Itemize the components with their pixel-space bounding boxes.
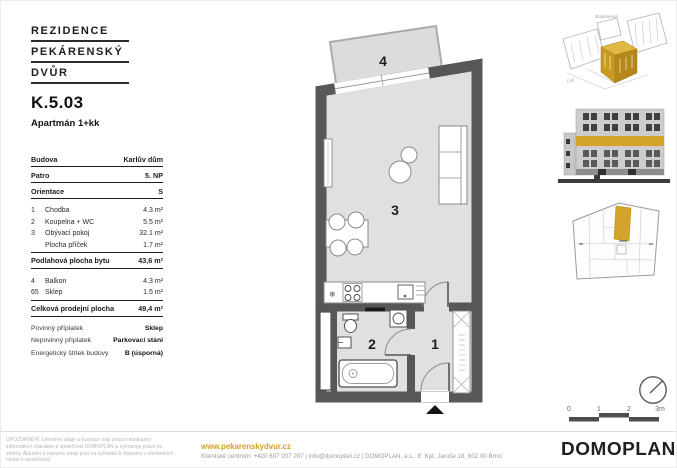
fridge-icon: ❄ [329,290,336,299]
room-name: Sklep [45,289,63,297]
room-area: 1.5 m² [143,289,163,297]
ground-line [558,179,670,183]
logo-line-2: PEKÁRENSKÝ [31,46,129,63]
subtotal-label: Podlahová plocha bytu [31,256,110,266]
scale-tick-1: 1 [597,406,601,413]
facade-elevation [558,103,673,193]
highlighted-floor-band [576,136,664,146]
room-name: Obývací pokoj [45,230,90,238]
row-value: S [158,186,163,196]
kitchen-sink-icon [398,285,413,299]
washing-machine-icon [390,310,407,327]
row-value: Karlův dům [123,154,163,164]
wall-fill [331,308,337,397]
room-area: 5.5 m² [143,218,163,226]
website-link[interactable]: www.pekarenskydvur.cz [201,442,291,451]
floor-overview-plan [559,197,671,285]
room-name: Koupelna + WC [45,218,95,226]
room-name: Plocha příček [45,242,88,250]
shelf [365,308,385,312]
total-value: 49,4 m² [138,303,163,313]
note-value: Sklep [144,325,163,333]
subtotal-value: 43,6 m² [138,256,163,266]
room-area: 1.7 m² [143,242,163,250]
scale-tick-2: 2 [627,406,631,413]
toilet-icon [343,314,358,333]
unit-type: Apartmán 1+kk [31,118,100,129]
room-area: 4.3 m² [143,277,163,285]
logo-line-3: DVŮR [31,67,129,84]
room-number: 3 [31,230,35,238]
row-value: 5. NP [145,170,163,180]
scale-tick-0: 0 [567,406,571,413]
unit-code: K.5.03 [31,93,84,112]
room-area: 4.3 m² [143,207,163,215]
scale-bar [567,406,665,422]
contact-info: Klientské centrum: +420 607 207 207 | info@domoplan.cz | DOMOPLAN, a.s., tř. Kpt. Jaroše 18, 602 00 Brno [201,453,502,460]
row-label: Patro [31,170,50,180]
table-row-patro [31,167,163,183]
domoplan-logo: DOMOPLAN [561,439,676,460]
note-row-povinny [31,323,163,335]
row-label: Orientace [31,186,65,196]
street-label-bottom: Cejl [565,76,575,84]
note-row-energeticky [31,347,163,359]
note-label: Energetický štítek budovy [31,349,109,357]
subtotal-row [31,252,163,269]
footer-divider [1,431,677,432]
row-label: Budova [31,154,58,164]
entrance-arrow-icon [424,405,446,414]
room-area: 32.1 m² [139,230,163,238]
wardrobe [453,311,470,393]
room-number: 2 [31,218,35,226]
note-value: Parkovací stání [113,337,163,345]
project-logo [31,25,129,88]
coffee-table [389,161,411,183]
note-value: B (úsporná) [124,349,163,357]
room-row [31,228,163,240]
room-row [31,217,163,229]
street-label-top: Bratislavská [595,14,618,19]
legal-disclaimer: UPOZORNĚNÍ: Uvedené údaje a ilustrace mají pouze nezávazný informativní charakter a společnost DOMOPLAN si vyhrazuje právo na změny. Aktuální a závazné údaje jsou na vyžádání k dispozici v obchodních místech společnosti. [6,437,174,464]
sofa [439,126,467,204]
room-number: 1 [31,207,35,215]
room-number: 65 [31,289,39,297]
table-row-budova [31,151,163,167]
kitchen-counter [324,282,425,303]
site-axonometric-view [557,9,675,105]
room-row [31,240,163,252]
room-row [31,205,163,217]
highlighted-unit [614,206,631,241]
installation-shaft [320,312,331,390]
note-label: Nepovinný příplatek [31,337,92,345]
bathtub-icon [339,360,397,387]
living-room-label: 3 [391,202,399,218]
room-name: Balkon [45,277,67,285]
unit-info-table [31,151,163,359]
hall-label: 1 [431,336,439,352]
floor-plan [277,19,489,414]
bathroom-label: 2 [368,336,376,352]
north-compass-icon [640,377,666,403]
scale-tick-3m: 3m [655,406,665,413]
table-row-orientace [31,183,163,199]
compass-and-scale [561,371,673,429]
coffee-table [401,147,417,163]
extra-row [31,287,163,299]
note-row-nepovinny [31,335,163,347]
highlighted-building [601,41,637,83]
total-row [31,300,163,317]
total-label: Celková prodejní plocha [31,303,115,313]
bathroom-sink-icon [338,337,351,348]
balcony-label: 4 [379,53,387,69]
room-name: Chodba [45,207,70,215]
note-label: Povinný příplatek [31,325,84,333]
room-number: 4 [31,277,35,285]
logo-line-1: REZIDENCE [31,25,129,42]
extra-row [31,275,163,287]
radiator [324,139,332,187]
